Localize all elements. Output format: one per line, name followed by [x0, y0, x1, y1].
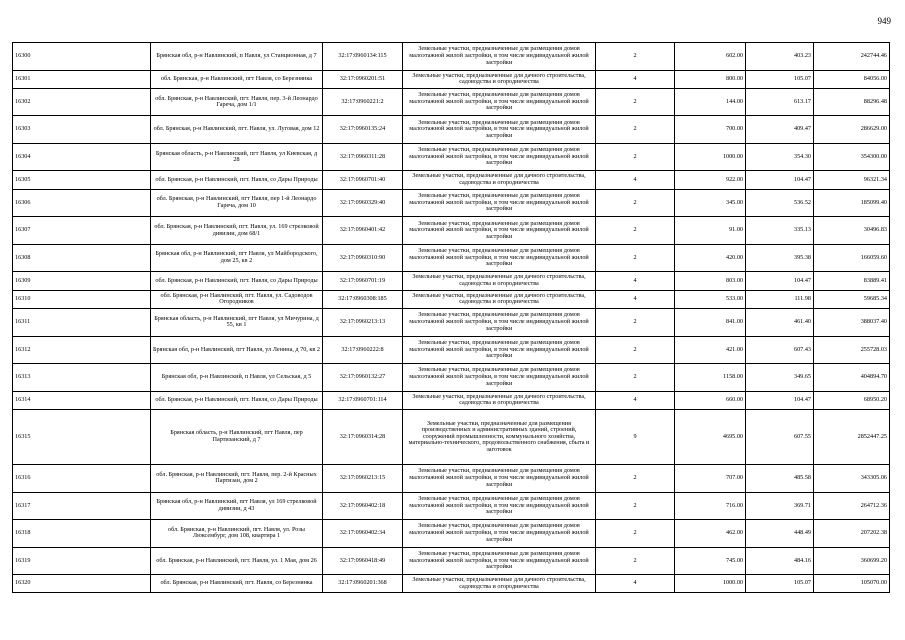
cell-area: 602.00	[675, 43, 746, 71]
cell-area: 841.00	[675, 309, 746, 337]
cell-number: 16300	[13, 43, 151, 71]
cell-use-group: 2	[596, 309, 675, 337]
cell-specific-value: 111.98	[746, 290, 814, 308]
cell-area: 420.00	[675, 244, 746, 272]
cell-address: обл. Брянская, р-н Навлинский, пгт. Навля, со Дары Природы	[151, 171, 323, 189]
cell-specific-value: 448.49	[746, 520, 814, 548]
cell-number: 16306	[13, 189, 151, 217]
cell-specific-value: 369.71	[746, 492, 814, 520]
cell-specific-value: 403.23	[746, 43, 814, 71]
cell-use-group: 4	[596, 272, 675, 290]
cell-use-group: 2	[596, 364, 675, 392]
table-row	[13, 189, 890, 217]
cell-number: 16317	[13, 492, 151, 520]
cell-permitted-use: Земельные участки, предназначенные для дачного строительства, садоводства и огородничества	[403, 290, 596, 308]
cell-number: 16310	[13, 290, 151, 308]
cell-permitted-use: Земельные участки, предназначенные для размещения домов малоэтажной жилой застройки, в том числе индивидуальной жилой застройки	[403, 217, 596, 245]
cell-permitted-use: Земельные участки, предназначенные для размещения домов малоэтажной жилой застройки, в том числе индивидуальной жилой застройки	[403, 336, 596, 364]
cell-area: 922.00	[675, 171, 746, 189]
cell-address: Брянская обл, р-н Навлинский, п Навля, ул Сельская, д 5	[151, 364, 323, 392]
table-row	[13, 492, 890, 520]
cell-area: 345.00	[675, 189, 746, 217]
cell-specific-value: 409.47	[746, 116, 814, 144]
cell-address: обл. Брянская, р-н Навлинский, пгт. Навля, ул. Садоводов Огородников	[151, 290, 323, 308]
cell-specific-value: 536.52	[746, 189, 814, 217]
cell-cadastral-number: 32:17:0960701:40	[323, 171, 403, 189]
cell-cadastral-number: 32:17:0960308:185	[323, 290, 403, 308]
cell-area: 1000.00	[675, 575, 746, 593]
cell-cadastral-value: 2852447.25	[814, 409, 890, 464]
cell-cadastral-number: 32:17:0960418:49	[323, 547, 403, 575]
cell-use-group: 2	[596, 244, 675, 272]
cell-cadastral-value: 404894.70	[814, 364, 890, 392]
cell-specific-value: 607.43	[746, 336, 814, 364]
table-row	[13, 290, 890, 308]
cell-number: 16316	[13, 465, 151, 493]
cadastral-value-table	[12, 42, 890, 593]
cell-use-group: 2	[596, 465, 675, 493]
cell-address: обл. Брянская, р-н Навлинский, пгт. Навля, со Дары Природы	[151, 391, 323, 409]
table-row	[13, 272, 890, 290]
cell-number: 16313	[13, 364, 151, 392]
cell-cadastral-number: 32:17:0960314:28	[323, 409, 403, 464]
cell-use-group: 4	[596, 290, 675, 308]
table-row	[13, 217, 890, 245]
cell-use-group: 4	[596, 575, 675, 593]
cell-specific-value: 484.16	[746, 547, 814, 575]
cell-cadastral-value: 30496.83	[814, 217, 890, 245]
cell-cadastral-number: 32:17:0960329:40	[323, 189, 403, 217]
cell-address: Брянская обл, р-н Навлинский, п Навля, ул Станционная, д 7	[151, 43, 323, 71]
cell-cadastral-number: 32:17:0960701:19	[323, 272, 403, 290]
cell-specific-value: 104.47	[746, 391, 814, 409]
cell-area: 91.00	[675, 217, 746, 245]
cell-use-group: 2	[596, 520, 675, 548]
cell-address: Брянская область, р-н Навлинский, пгт Навля, ул Мичурина, д 55, кв 1	[151, 309, 323, 337]
cell-cadastral-number: 32:17:0960135:24	[323, 116, 403, 144]
cell-permitted-use: Земельные участки, предназначенные для дачного строительства, садоводства и огородничества	[403, 575, 596, 593]
cell-number: 16314	[13, 391, 151, 409]
cell-number: 16315	[13, 409, 151, 464]
cell-cadastral-number: 32:17:0960221:2	[323, 88, 403, 116]
cell-address: обл. Брянская, р-н Навлинский, пгт. Навля, со Березнянка	[151, 575, 323, 593]
table-row	[13, 409, 890, 464]
cell-number: 16309	[13, 272, 151, 290]
cell-cadastral-number: 32:17:0960402:18	[323, 492, 403, 520]
cell-use-group: 2	[596, 492, 675, 520]
cell-cadastral-number: 32:17:0960201:368	[323, 575, 403, 593]
cell-area: 462.00	[675, 520, 746, 548]
cell-address: обл. Брянская, р-н Навлинский, пгт. Навля, ул. Розы Люксембург, дом 108, квартира 1	[151, 520, 323, 548]
cell-cadastral-value: 166059.60	[814, 244, 890, 272]
cell-cadastral-number: 32:17:0960401:42	[323, 217, 403, 245]
cell-permitted-use: Земельные участки, предназначенные для размещения домов малоэтажной жилой застройки, в том числе индивидуальной жилой застройки	[403, 43, 596, 71]
cell-cadastral-value: 354300.00	[814, 143, 890, 171]
cell-specific-value: 105.07	[746, 70, 814, 88]
cell-cadastral-number: 32:17:0960701:114	[323, 391, 403, 409]
cell-permitted-use: Земельные участки, предназначенные для размещения домов малоэтажной жилой застройки, в том числе индивидуальной жилой застройки	[403, 465, 596, 493]
cell-area: 533.00	[675, 290, 746, 308]
cell-number: 16302	[13, 88, 151, 116]
table-row	[13, 143, 890, 171]
cell-address: обл. Брянская, р-н Навлинский, пгт Навля, пер 1-й Леонардо Гареча, дом 10	[151, 189, 323, 217]
cell-address: Брянская область, р-н Навлинский, пгт Навля, пер Партизанский, д 7	[151, 409, 323, 464]
cell-cadastral-value: 105070.00	[814, 575, 890, 593]
cell-cadastral-value: 84056.00	[814, 70, 890, 88]
cell-specific-value: 461.40	[746, 309, 814, 337]
cell-use-group: 4	[596, 171, 675, 189]
cell-address: обл. Брянская, р-н Навлинский, пгт. Навля, ул. Луговая, дом 12	[151, 116, 323, 144]
table-row	[13, 391, 890, 409]
cell-use-group: 4	[596, 70, 675, 88]
table-row	[13, 575, 890, 593]
cell-cadastral-value: 68950.20	[814, 391, 890, 409]
cell-specific-value: 104.47	[746, 171, 814, 189]
cell-area: 707.00	[675, 465, 746, 493]
cell-cadastral-value: 96321.34	[814, 171, 890, 189]
table-row	[13, 43, 890, 71]
table-row	[13, 364, 890, 392]
table-row	[13, 244, 890, 272]
cell-permitted-use: Земельные участки, предназначенные для размещения домов малоэтажной жилой застройки, в том числе индивидуальной жилой застройки	[403, 520, 596, 548]
cell-specific-value: 335.13	[746, 217, 814, 245]
cell-number: 16320	[13, 575, 151, 593]
cell-use-group: 2	[596, 217, 675, 245]
cell-address: обл. Брянская, р-н Навлинский, пгт. Навля, пер. 3-й Леонардо Гареча, дом 1/1	[151, 88, 323, 116]
cell-cadastral-value: 388037.40	[814, 309, 890, 337]
cell-cadastral-value: 343305.06	[814, 465, 890, 493]
cell-area: 1158.00	[675, 364, 746, 392]
cell-area: 1000.00	[675, 143, 746, 171]
cell-use-group: 9	[596, 409, 675, 464]
cell-use-group: 2	[596, 189, 675, 217]
cell-cadastral-number: 32:17:0960213:15	[323, 465, 403, 493]
cell-number: 16318	[13, 520, 151, 548]
cell-area: 716.00	[675, 492, 746, 520]
cell-cadastral-number: 32:17:0960310:90	[323, 244, 403, 272]
cell-address: обл. Брянская, р-н Навлинский, пгт. Навля, пер. 2-й Красных Партизан, дом 2	[151, 465, 323, 493]
cell-cadastral-value: 286629.00	[814, 116, 890, 144]
cell-use-group: 4	[596, 391, 675, 409]
cell-area: 700.00	[675, 116, 746, 144]
cell-specific-value: 354.30	[746, 143, 814, 171]
table-row	[13, 88, 890, 116]
cell-cadastral-value: 185099.40	[814, 189, 890, 217]
cell-number: 16301	[13, 70, 151, 88]
table-row	[13, 465, 890, 493]
cell-cadastral-number: 32:17:0960201:51	[323, 70, 403, 88]
cell-specific-value: 607.55	[746, 409, 814, 464]
cell-cadastral-value: 242744.46	[814, 43, 890, 71]
cell-area: 144.00	[675, 88, 746, 116]
cell-area: 803.00	[675, 272, 746, 290]
page-number: 949	[877, 16, 891, 26]
cell-cadastral-value: 255728.03	[814, 336, 890, 364]
cell-cadastral-number: 32:17:0960402:34	[323, 520, 403, 548]
cell-permitted-use: Земельные участки, предназначенные для размещения домов малоэтажной жилой застройки, в том числе индивидуальной жилой застройки	[403, 88, 596, 116]
cell-area: 660.00	[675, 391, 746, 409]
cell-number: 16312	[13, 336, 151, 364]
cell-cadastral-value: 88296.48	[814, 88, 890, 116]
cell-permitted-use: Земельные участки, предназначенные для размещения домов малоэтажной жилой застройки, в том числе индивидуальной жилой застройки	[403, 547, 596, 575]
cell-area: 4695.00	[675, 409, 746, 464]
cell-specific-value: 613.17	[746, 88, 814, 116]
table-body	[13, 43, 890, 593]
cell-use-group: 2	[596, 547, 675, 575]
cell-permitted-use: Земельные участки, предназначенные для размещения домов малоэтажной жилой застройки, в том числе индивидуальной жилой застройки	[403, 116, 596, 144]
cell-address: обл. Брянская, р-н Навлинский, пгт. Навля, ул. 169 стрелковой дивизии, дом 68/1	[151, 217, 323, 245]
cell-address: Брянская обл, р-н Навлинский, пгт Навля, ул Ленина, д 70, кв 2	[151, 336, 323, 364]
cell-address: обл. Брянская, р-н Навлинский, пгт. Навля, со Дары Природы	[151, 272, 323, 290]
cell-number: 16304	[13, 143, 151, 171]
cell-use-group: 2	[596, 336, 675, 364]
cell-cadastral-number: 32:17:0960132:27	[323, 364, 403, 392]
cell-address: обл. Брянская, р-н Навлинский, пгт Навля, со Березнянка	[151, 70, 323, 88]
cell-use-group: 2	[596, 116, 675, 144]
cell-address: Брянская обл, р-н Навлинский, пгт Навля, ул Майбородского, дом 25, кв 2	[151, 244, 323, 272]
cell-use-group: 2	[596, 143, 675, 171]
table-row	[13, 70, 890, 88]
table-row	[13, 547, 890, 575]
cell-permitted-use: Земельные участки, предназначенные для дачного строительства, садоводства и огородничества	[403, 70, 596, 88]
cell-number: 16311	[13, 309, 151, 337]
cell-cadastral-number: 32:17:0960222:8	[323, 336, 403, 364]
cell-specific-value: 104.47	[746, 272, 814, 290]
cell-permitted-use: Земельные участки, предназначенные для размещения домов малоэтажной жилой застройки, в том числе индивидуальной жилой застройки	[403, 309, 596, 337]
cell-cadastral-value: 207202.38	[814, 520, 890, 548]
table-row	[13, 520, 890, 548]
cell-number: 16319	[13, 547, 151, 575]
cell-use-group: 2	[596, 43, 675, 71]
cell-permitted-use: Земельные участки, предназначенные для размещения производственных и административных зданий, строений, сооружений промышленности, коммунального хозяйства, материально-технического, продовольственного снабжения, сбыта и заготовок	[403, 409, 596, 464]
cell-permitted-use: Земельные участки, предназначенные для дачного строительства, садоводства и огородничества	[403, 391, 596, 409]
cell-cadastral-value: 264712.36	[814, 492, 890, 520]
cell-area: 745.00	[675, 547, 746, 575]
cell-permitted-use: Земельные участки, предназначенные для дачного строительства, садоводства и огородничества	[403, 171, 596, 189]
cell-cadastral-number: 32:17:0960311:28	[323, 143, 403, 171]
cell-specific-value: 395.38	[746, 244, 814, 272]
cell-number: 16307	[13, 217, 151, 245]
cell-number: 16303	[13, 116, 151, 144]
cell-cadastral-value: 59685.34	[814, 290, 890, 308]
cell-permitted-use: Земельные участки, предназначенные для размещения домов малоэтажной жилой застройки, в том числе индивидуальной жилой застройки	[403, 143, 596, 171]
cell-address: Брянская обл, р-н Навлинский, пгт Навля, ул 169 стрелковой дивизии, д 43	[151, 492, 323, 520]
cell-use-group: 2	[596, 88, 675, 116]
cell-area: 421.00	[675, 336, 746, 364]
cell-permitted-use: Земельные участки, предназначенные для размещения домов малоэтажной жилой застройки, в том числе индивидуальной жилой застройки	[403, 189, 596, 217]
cell-permitted-use: Земельные участки, предназначенные для дачного строительства, садоводства и огородничества	[403, 272, 596, 290]
table-row	[13, 171, 890, 189]
cell-number: 16308	[13, 244, 151, 272]
cell-permitted-use: Земельные участки, предназначенные для размещения домов малоэтажной жилой застройки, в том числе индивидуальной жилой застройки	[403, 244, 596, 272]
table-row	[13, 309, 890, 337]
cell-area: 800.00	[675, 70, 746, 88]
table-row	[13, 116, 890, 144]
cell-permitted-use: Земельные участки, предназначенные для размещения домов малоэтажной жилой застройки, в том числе индивидуальной жилой застройки	[403, 492, 596, 520]
cell-cadastral-value: 83889.41	[814, 272, 890, 290]
cell-specific-value: 105.07	[746, 575, 814, 593]
cell-cadastral-number: 32:17:0960134:115	[323, 43, 403, 71]
cell-specific-value: 485.58	[746, 465, 814, 493]
cell-cadastral-number: 32:17:0960213:13	[323, 309, 403, 337]
cell-address: обл. Брянская, р-н Навлинский, пгт. Навля, ул. 1 Мая, дом 26	[151, 547, 323, 575]
cell-specific-value: 349.65	[746, 364, 814, 392]
cell-address: Брянская область, р-н Навлинский, пгт Навля, ул Киевская, д 28	[151, 143, 323, 171]
cell-cadastral-value: 360699.20	[814, 547, 890, 575]
cell-permitted-use: Земельные участки, предназначенные для размещения домов малоэтажной жилой застройки, в том числе индивидуальной жилой застройки	[403, 364, 596, 392]
cell-number: 16305	[13, 171, 151, 189]
table-row	[13, 336, 890, 364]
